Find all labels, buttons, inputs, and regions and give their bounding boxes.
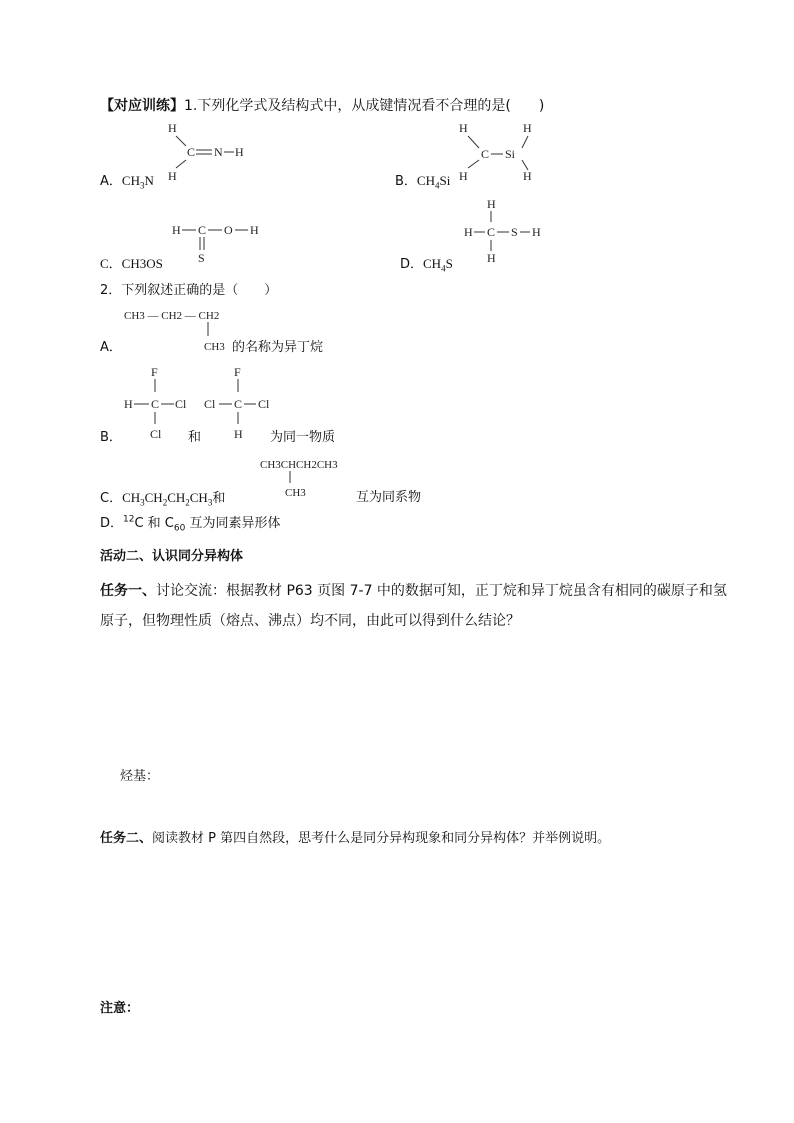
task2-text: 阅读教材 P 第四自然段，思考什么是同分异构现象和同分异构体？并举例说明。 (152, 831, 611, 846)
atom: F (151, 365, 158, 379)
atom: H (234, 427, 243, 441)
q2-b-mol1 (122, 364, 192, 442)
atom: H (523, 121, 532, 135)
f: Si (439, 173, 451, 188)
atom: H (235, 145, 244, 159)
f: CH (423, 256, 442, 271)
atom: H (523, 169, 532, 183)
f: 3 (207, 497, 213, 508)
formula (122, 490, 213, 508)
atom: C (187, 145, 196, 159)
note-label: 注意： (100, 1001, 140, 1016)
struct-branch: CH3 (285, 487, 306, 499)
q1-option-b[interactable] (395, 173, 450, 190)
q2-option-b-text: 为同一物质 (270, 430, 336, 445)
f: CH (122, 490, 141, 505)
atom: H (459, 169, 468, 183)
q1-prefix: 【对应训练】 (100, 98, 184, 114)
atom: H (250, 223, 259, 237)
f: 2 (162, 497, 168, 508)
activity2-heading: 活动二、认识同分异构体 (100, 549, 244, 564)
q2-stem: 2．下列叙述正确的是（ ） (100, 283, 278, 298)
atom: Cl (175, 397, 187, 411)
task2-label: 任务二、 (100, 831, 153, 846)
atom: C (198, 223, 207, 237)
task1-line2: 原子，但物理性质（熔点、沸点）均不同，由此可以得到什么结论？ (100, 613, 520, 629)
atom: H (124, 397, 133, 411)
q1-stem-text: 1.下列化学式及结构式中，从成键情况看不合理的是( ) (184, 98, 545, 114)
option-letter: A． (100, 174, 122, 189)
option-letter: D． (100, 516, 124, 531)
f: CH (121, 173, 140, 188)
q2-b-mol2 (204, 364, 279, 442)
q1-b-structure (455, 118, 565, 188)
task2 (100, 831, 610, 847)
f: CH (144, 490, 163, 505)
q1-stem (100, 97, 544, 115)
q1-option-c[interactable] (100, 256, 163, 272)
hydrocarbyl-label: 烃基： (120, 769, 160, 784)
atom: H (532, 225, 541, 239)
f: 4 (434, 180, 440, 191)
atom: S (198, 251, 205, 265)
formula (121, 173, 154, 191)
q1-option-d[interactable] (400, 256, 453, 273)
q1-d-structure (462, 196, 552, 268)
option-letter: C． (100, 256, 122, 271)
formula (416, 173, 451, 191)
atom: F (234, 365, 241, 379)
atom: Cl (258, 397, 270, 411)
atom: N (214, 145, 223, 159)
f: N (144, 173, 154, 188)
q2-option-d[interactable] (100, 516, 280, 532)
atom: C (487, 225, 496, 239)
atom: H (464, 225, 473, 239)
f: S (445, 256, 453, 271)
atom: H (487, 197, 496, 211)
q2-option-c[interactable] (100, 490, 225, 507)
q2-c-structure (260, 456, 370, 502)
f: CH (189, 490, 208, 505)
atom: O (224, 223, 233, 237)
f: 3 (139, 180, 145, 191)
struct-line: CH3 — CH2 — CH2 (124, 310, 220, 322)
atom: Si (505, 147, 516, 161)
task1-text: 讨论交流：根据教材 P63 页图 7-7 中的数据可知，正丁烷和异丁烷虽含有相同的碳原子和氢 (156, 583, 727, 599)
atom: C (151, 397, 160, 411)
sub: 60 (173, 523, 186, 534)
f: 2 (185, 497, 190, 508)
formula: CH3OS (121, 256, 163, 271)
task1-label: 任务一、 (100, 583, 156, 599)
q2-option-a-text: 的名称为异丁烷 (232, 340, 324, 355)
struct-branch: CH3 (204, 341, 225, 353)
c1: C 和 C (134, 516, 174, 531)
f: CH (416, 173, 435, 188)
f: CH (167, 490, 186, 505)
struct-line: CH3CHCH2CH3 (260, 459, 338, 471)
atom: H (168, 121, 177, 135)
atom: C (481, 147, 490, 161)
q2-option-b-and: 和 (188, 430, 202, 445)
atom: H (172, 223, 181, 237)
task1-line1 (100, 582, 727, 600)
atom: Cl (150, 427, 162, 441)
atom: H (168, 169, 177, 183)
atom: H (459, 121, 468, 135)
formula (423, 256, 453, 274)
q2-option-c-text: 互为同系物 (356, 490, 422, 505)
f: 3 (140, 497, 145, 508)
option-letter: C． (100, 491, 123, 506)
f: 4 (441, 263, 446, 274)
q1-a-structure (160, 118, 270, 188)
atom: H (487, 251, 496, 265)
q2-option-a-letter[interactable]: A． (100, 340, 122, 355)
option-letter: D． (400, 257, 424, 272)
and-text: 和 (212, 491, 226, 506)
q1-c-structure (170, 220, 280, 270)
q2-option-b-letter[interactable]: B． (100, 430, 122, 445)
atom: C (234, 397, 243, 411)
atom: S (511, 225, 518, 239)
text: 互为同素异形体 (185, 516, 281, 531)
atom: Cl (204, 397, 216, 411)
sup: 12 (123, 514, 135, 525)
q1-option-a[interactable] (100, 173, 154, 190)
option-letter: B． (395, 174, 417, 189)
